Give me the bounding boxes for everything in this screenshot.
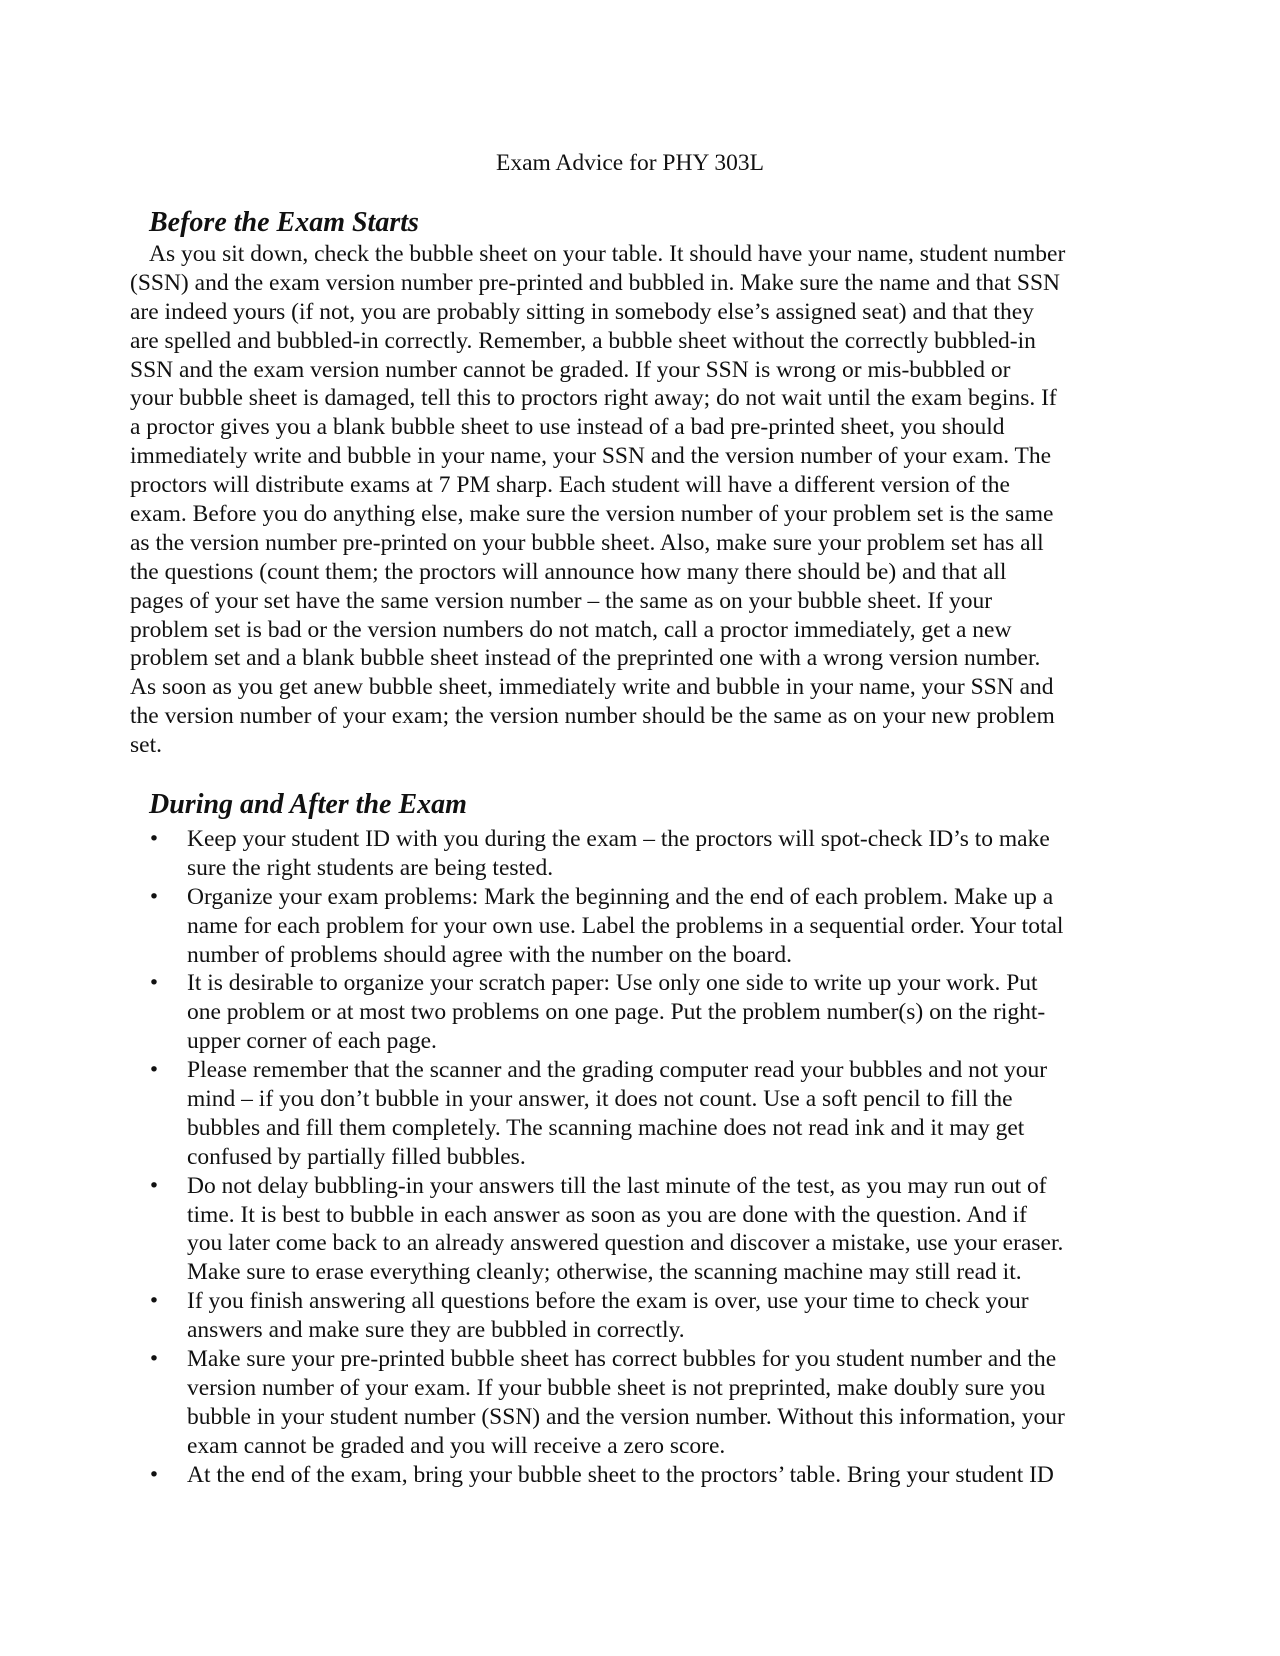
- bullet-line: number of problems should agree with the number on the board.: [187, 941, 792, 968]
- section-heading-during-after-exam: During and After the Exam: [149, 789, 467, 820]
- bullet-line: mind – if you don’t bubble in your answer, it does not count. Use a soft pencil to fill the: [187, 1086, 1013, 1113]
- paragraph-line: a proctor gives you a blank bubble sheet to use instead of a bad pre-printed sheet, you should: [130, 414, 1005, 441]
- bullet-item: [130, 1172, 1130, 1288]
- bullet-item: [130, 883, 1130, 970]
- bullet-line: answers and make sure they are bubbled in correctly.: [187, 1317, 685, 1344]
- paragraph-line: (SSN) and the exam version number pre-printed and bubbled in. Make sure the name and that SSN: [130, 269, 1060, 296]
- bullet-icon: •: [148, 885, 160, 908]
- bullet-item: [130, 969, 1130, 1056]
- paragraph-line: immediately write and bubble in your name, your SSN and the version number of your exam. The: [130, 443, 1052, 470]
- paragraph-line: problem set is bad or the version numbers do not match, call a proctor immediately, get a new: [130, 616, 1012, 643]
- bullet-icon: •: [148, 1174, 160, 1197]
- bullet-icon: •: [148, 1463, 160, 1486]
- bullet-item: [130, 1461, 1130, 1490]
- paragraph-line: are indeed yours (if not, you are probably sitting in somebody else’s assigned seat) and that they: [130, 298, 1034, 325]
- bullet-line: sure the right students are being tested.: [187, 854, 554, 881]
- bullet-line: If you finish answering all questions before the exam is over, use your time to check your: [187, 1288, 1029, 1315]
- paragraph-line: As you sit down, check the bubble sheet on your table. It should have your name, student number: [149, 241, 1066, 267]
- bullet-item: [130, 1287, 1130, 1345]
- section-heading-before-exam: Before the Exam Starts: [149, 207, 419, 238]
- bullet-line: one problem or at most two problems on one page. Put the problem number(s) on the right-: [187, 999, 1046, 1026]
- bullet-line: Organize your exam problems: Mark the beginning and the end of each problem. Make up a: [187, 883, 1054, 910]
- bullet-icon: •: [148, 1059, 160, 1082]
- bullet-line: you later come back to an already answered question and discover a mistake, use your eraser.: [187, 1230, 1064, 1257]
- paragraph-line: problem set and a blank bubble sheet instead of the preprinted one with a wrong version number.: [130, 645, 1041, 672]
- paragraph-line: exam. Before you do anything else, make sure the version number of your problem set is the same: [130, 501, 1054, 528]
- bullet-icon: •: [148, 1348, 160, 1371]
- paragraph-line: as the version number pre-printed on your bubble sheet. Also, make sure your problem set has all: [130, 529, 1044, 556]
- bullet-line: Please remember that the scanner and the grading computer read your bubbles and not your: [187, 1057, 1048, 1084]
- paragraph-line: SSN and the exam version number cannot be graded. If your SSN is wrong or mis-bubbled or: [130, 356, 1011, 383]
- bullet-line: Make sure to erase everything cleanly; otherwise, the scanning machine may still read it.: [187, 1259, 1022, 1286]
- paragraph-line: the questions (count them; the proctors will announce how many there should be) and that all: [130, 558, 1007, 585]
- bullet-line: upper corner of each page.: [187, 1028, 437, 1055]
- bullet-item: [130, 1345, 1130, 1461]
- bullet-line: It is desirable to organize your scratch paper: Use only one side to write up your work. Put: [187, 970, 1038, 997]
- before-exam-paragraph: [130, 240, 1130, 760]
- bullet-line: name for each problem for your own use. Label the problems in a sequential order. Your total: [187, 912, 1064, 939]
- paragraph-line: proctors will distribute exams at 7 PM sharp. Each student will have a different version of the: [130, 472, 1010, 499]
- paragraph-line: set.: [130, 732, 162, 759]
- bullet-icon: •: [148, 828, 160, 850]
- paragraph-line: are spelled and bubbled-in correctly. Remember, a bubble sheet without the correctly bubbled-in: [130, 327, 1036, 354]
- bullet-item: [130, 825, 1130, 883]
- paragraph-line: the version number of your exam; the version number should be the same as on your new problem: [130, 703, 1055, 730]
- paragraph-line: As soon as you get anew bubble sheet, immediately write and bubble in your name, your SSN and: [130, 674, 1054, 701]
- paragraph-line: your bubble sheet is damaged, tell this to proctors right away; do not wait until the exam begins. If: [130, 385, 1057, 412]
- bullet-line: time. It is best to bubble in each answer as soon as you are done with the question. And if: [187, 1201, 1027, 1228]
- bullet-line: At the end of the exam, bring your bubble sheet to the proctors’ table. Bring your student ID: [187, 1461, 1054, 1488]
- bullet-line: confused by partially filled bubbles.: [187, 1143, 526, 1170]
- bullet-line: Make sure your pre-printed bubble sheet has correct bubbles for you student number and the: [187, 1346, 1057, 1373]
- paragraph-line: pages of your set have the same version number – the same as on your bubble sheet. If your: [130, 587, 993, 614]
- exam-advice-bullet-list: [130, 825, 1130, 1489]
- bullet-icon: •: [148, 1290, 160, 1313]
- bullet-line: Keep your student ID with you during the exam – the proctors will spot-check ID’s to make: [187, 826, 1050, 852]
- bullet-line: exam cannot be graded and you will receive a zero score.: [187, 1432, 726, 1459]
- bullet-line: version number of your exam. If your bubble sheet is not preprinted, make doubly sure you: [187, 1374, 1046, 1401]
- bullet-line: Do not delay bubbling-in your answers till the last minute of the test, as you may run out of: [187, 1172, 1047, 1199]
- document-page: [130, 0, 1130, 1656]
- bullet-line: bubbles and fill them completely. The scanning machine does not read ink and it may get: [187, 1114, 1025, 1141]
- bullet-line: bubble in your student number (SSN) and the version number. Without this information, your: [187, 1403, 1065, 1430]
- bullet-icon: •: [148, 972, 160, 995]
- document-title: Exam Advice for PHY 303L: [495, 150, 765, 176]
- bullet-item: [130, 1056, 1130, 1172]
